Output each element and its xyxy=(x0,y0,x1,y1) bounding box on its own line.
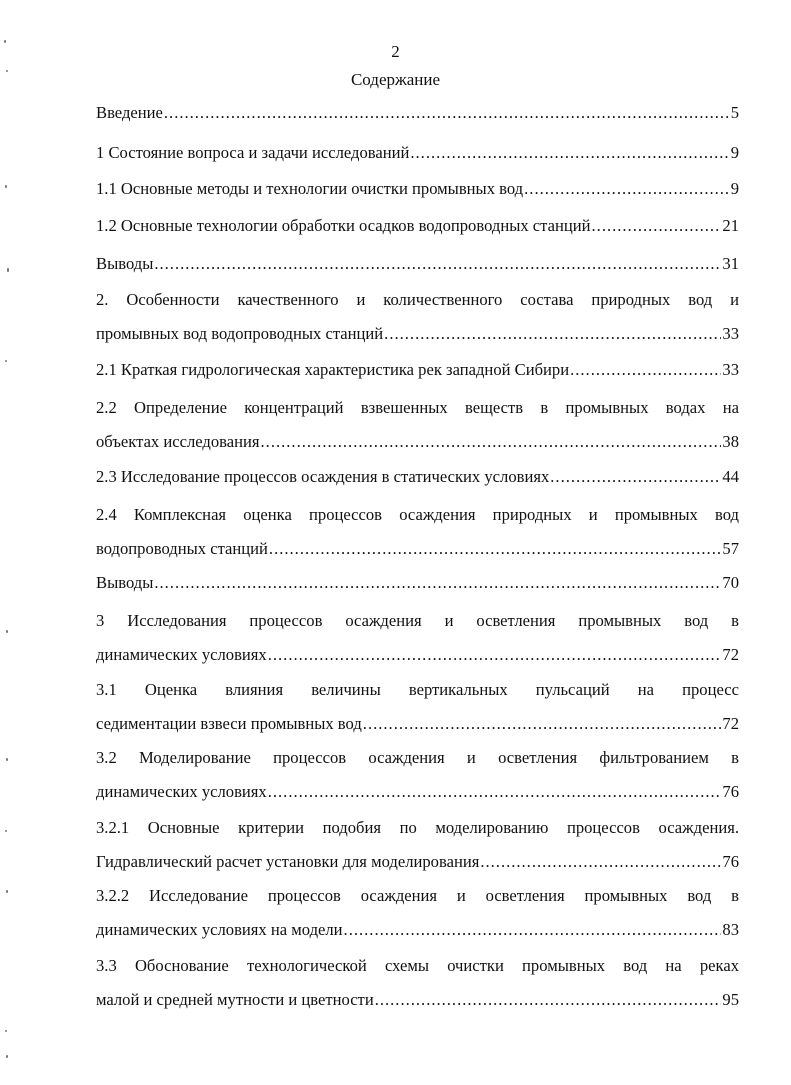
toc-page-number: 83 xyxy=(722,920,739,939)
dot-leader xyxy=(154,572,721,593)
toc-entry xyxy=(96,397,739,452)
toc-entry-last-line xyxy=(96,919,739,940)
toc-entry xyxy=(96,289,739,344)
toc-page-number: 70 xyxy=(722,573,739,592)
toc-entry xyxy=(96,359,739,380)
toc-entry-text: 3.2 Моделирование процессов осаждения и осветления фильтрованием в xyxy=(96,748,739,767)
scan-speck xyxy=(6,890,8,893)
toc-entry-line xyxy=(96,817,739,838)
dot-leader xyxy=(480,851,721,872)
dot-leader xyxy=(261,431,722,452)
toc-entry-last-line xyxy=(96,178,739,199)
toc-entry-line xyxy=(96,610,739,631)
toc-entry-text: динамических условиях xyxy=(96,645,267,664)
toc-entry-last-line xyxy=(96,713,739,734)
toc-entry-text: 2.3 Исследование процессов осаждения в статических условиях xyxy=(96,467,550,486)
toc-entry-text: 3.2.1 Основные критерии подобия по моделированию процессов осаждения. xyxy=(96,818,739,837)
toc-entry-last-line xyxy=(96,215,739,236)
dot-leader xyxy=(570,359,721,380)
toc-page-number: 72 xyxy=(722,645,739,664)
scan-speck xyxy=(4,40,6,43)
toc-entry-text: Выводы xyxy=(96,254,154,273)
toc-page-number: 9 xyxy=(730,143,739,162)
dot-leader xyxy=(154,253,721,274)
toc-entry-last-line xyxy=(96,781,739,802)
toc-entry-text: 1 Состояние вопроса и задачи исследований xyxy=(96,143,410,162)
toc-page-number: 5 xyxy=(730,103,739,122)
toc-entry xyxy=(96,572,739,593)
toc-entry-text: 2.2 Определение концентраций взвешенных веществ в промывных водах на xyxy=(96,398,739,417)
toc-entry-text: 3.1 Оценка влияния величины вертикальных пульсаций на процесс xyxy=(96,680,739,699)
scan-speck xyxy=(6,70,8,72)
toc-entry xyxy=(96,817,739,872)
dot-leader xyxy=(524,178,730,199)
scan-speck xyxy=(5,360,7,362)
toc-page-number: 95 xyxy=(722,990,739,1009)
toc-entry-line xyxy=(96,955,739,976)
toc-page-number: 76 xyxy=(722,852,739,871)
toc-entry-line xyxy=(96,679,739,700)
dot-leader xyxy=(268,644,722,665)
toc-entry-last-line xyxy=(96,644,739,665)
toc-entry-text: динамических условиях xyxy=(96,782,267,801)
dot-leader xyxy=(550,466,721,487)
toc-entry-text: 3.2.2 Исследование процессов осаждения и осветления промывных вод в xyxy=(96,886,739,905)
toc-entry xyxy=(96,142,739,163)
dot-leader xyxy=(410,142,729,163)
dot-leader xyxy=(363,713,722,734)
toc-page-number: 38 xyxy=(722,432,739,451)
toc-entry-line xyxy=(96,289,739,310)
toc-entry xyxy=(96,253,739,274)
toc-entry-text: водопроводных станций xyxy=(96,539,268,558)
scan-speck xyxy=(6,758,8,761)
toc-page-number: 57 xyxy=(722,539,739,558)
toc-page-number: 76 xyxy=(722,782,739,801)
toc-page-number: 33 xyxy=(722,324,739,343)
toc-entry-text: Выводы xyxy=(96,573,154,592)
dot-leader xyxy=(592,215,722,236)
toc-entry xyxy=(96,885,739,940)
toc-entry xyxy=(96,215,739,236)
toc-entry-text: 2. Особенности качественного и количественного состава природных вод и xyxy=(96,290,739,309)
toc-entry-text: 1.2 Основные технологии обработки осадков водопроводных станций xyxy=(96,216,591,235)
toc-entry-text: 1.1 Основные методы и технологии очистки промывных вод xyxy=(96,179,524,198)
toc-entry xyxy=(96,178,739,199)
toc-page-number: 72 xyxy=(722,714,739,733)
toc-entry-last-line xyxy=(96,431,739,452)
dot-leader xyxy=(269,538,721,559)
dot-leader xyxy=(268,781,722,802)
page-number: 2 xyxy=(391,42,400,61)
toc-entry xyxy=(96,955,739,1010)
toc-entry xyxy=(96,504,739,559)
toc-entry-text: Введение xyxy=(96,103,163,122)
toc-entry-text: объектах исследования xyxy=(96,432,260,451)
scan-speck xyxy=(6,630,8,633)
toc-entry-last-line xyxy=(96,359,739,380)
toc-page-number: 44 xyxy=(722,467,739,486)
toc-page-number: 21 xyxy=(722,216,739,235)
toc-entry-text: 3.3 Обоснование технологической схемы очистки промывных вод на реках xyxy=(96,956,739,975)
dot-leader xyxy=(164,102,730,123)
toc-entry-last-line xyxy=(96,572,739,593)
toc-entry-last-line xyxy=(96,466,739,487)
toc-entry xyxy=(96,679,739,734)
toc-title: Содержание xyxy=(350,70,441,89)
toc-entry-text: Гидравлический расчет установки для моделирования xyxy=(96,852,480,871)
toc-entry-last-line xyxy=(96,253,739,274)
toc-entry-last-line xyxy=(96,851,739,872)
toc-entry xyxy=(96,610,739,665)
dot-leader xyxy=(384,323,721,344)
toc-page-number: 33 xyxy=(722,360,739,379)
toc-entry xyxy=(96,102,739,123)
toc-entry-last-line xyxy=(96,323,739,344)
toc-entry-last-line xyxy=(96,142,739,163)
toc-entry-last-line xyxy=(96,989,739,1010)
toc-entry xyxy=(96,466,739,487)
toc-entry-line xyxy=(96,747,739,768)
scan-speck xyxy=(5,830,7,832)
toc-page-number: 31 xyxy=(722,254,739,273)
toc-entry-text: 2.4 Комплексная оценка процессов осаждения природных и промывных вод xyxy=(96,505,739,524)
scan-speck xyxy=(7,268,9,272)
toc-entry xyxy=(96,747,739,802)
toc-page-number: 9 xyxy=(730,179,739,198)
toc-entry-text: седиментации взвеси промывных вод xyxy=(96,714,362,733)
toc-entry-last-line xyxy=(96,102,739,123)
toc-entry-text: динамических условиях на модели xyxy=(96,920,343,939)
toc-entry-text: малой и средней мутности и цветности xyxy=(96,990,374,1009)
scan-speck xyxy=(5,1030,7,1032)
toc-entry-line xyxy=(96,504,739,525)
toc-entry-text: промывных вод водопроводных станций xyxy=(96,324,384,343)
toc-entry-line xyxy=(96,397,739,418)
toc-entry-last-line xyxy=(96,538,739,559)
scan-speck xyxy=(6,1055,8,1058)
dot-leader xyxy=(344,919,722,940)
toc-entry-text: 2.1 Краткая гидрологическая характеристика рек западной Сибири xyxy=(96,360,570,379)
toc-entry-line xyxy=(96,885,739,906)
dot-leader xyxy=(375,989,722,1010)
scan-speck xyxy=(5,185,7,188)
toc-entry-text: 3 Исследования процессов осаждения и осветления промывных вод в xyxy=(96,611,739,630)
